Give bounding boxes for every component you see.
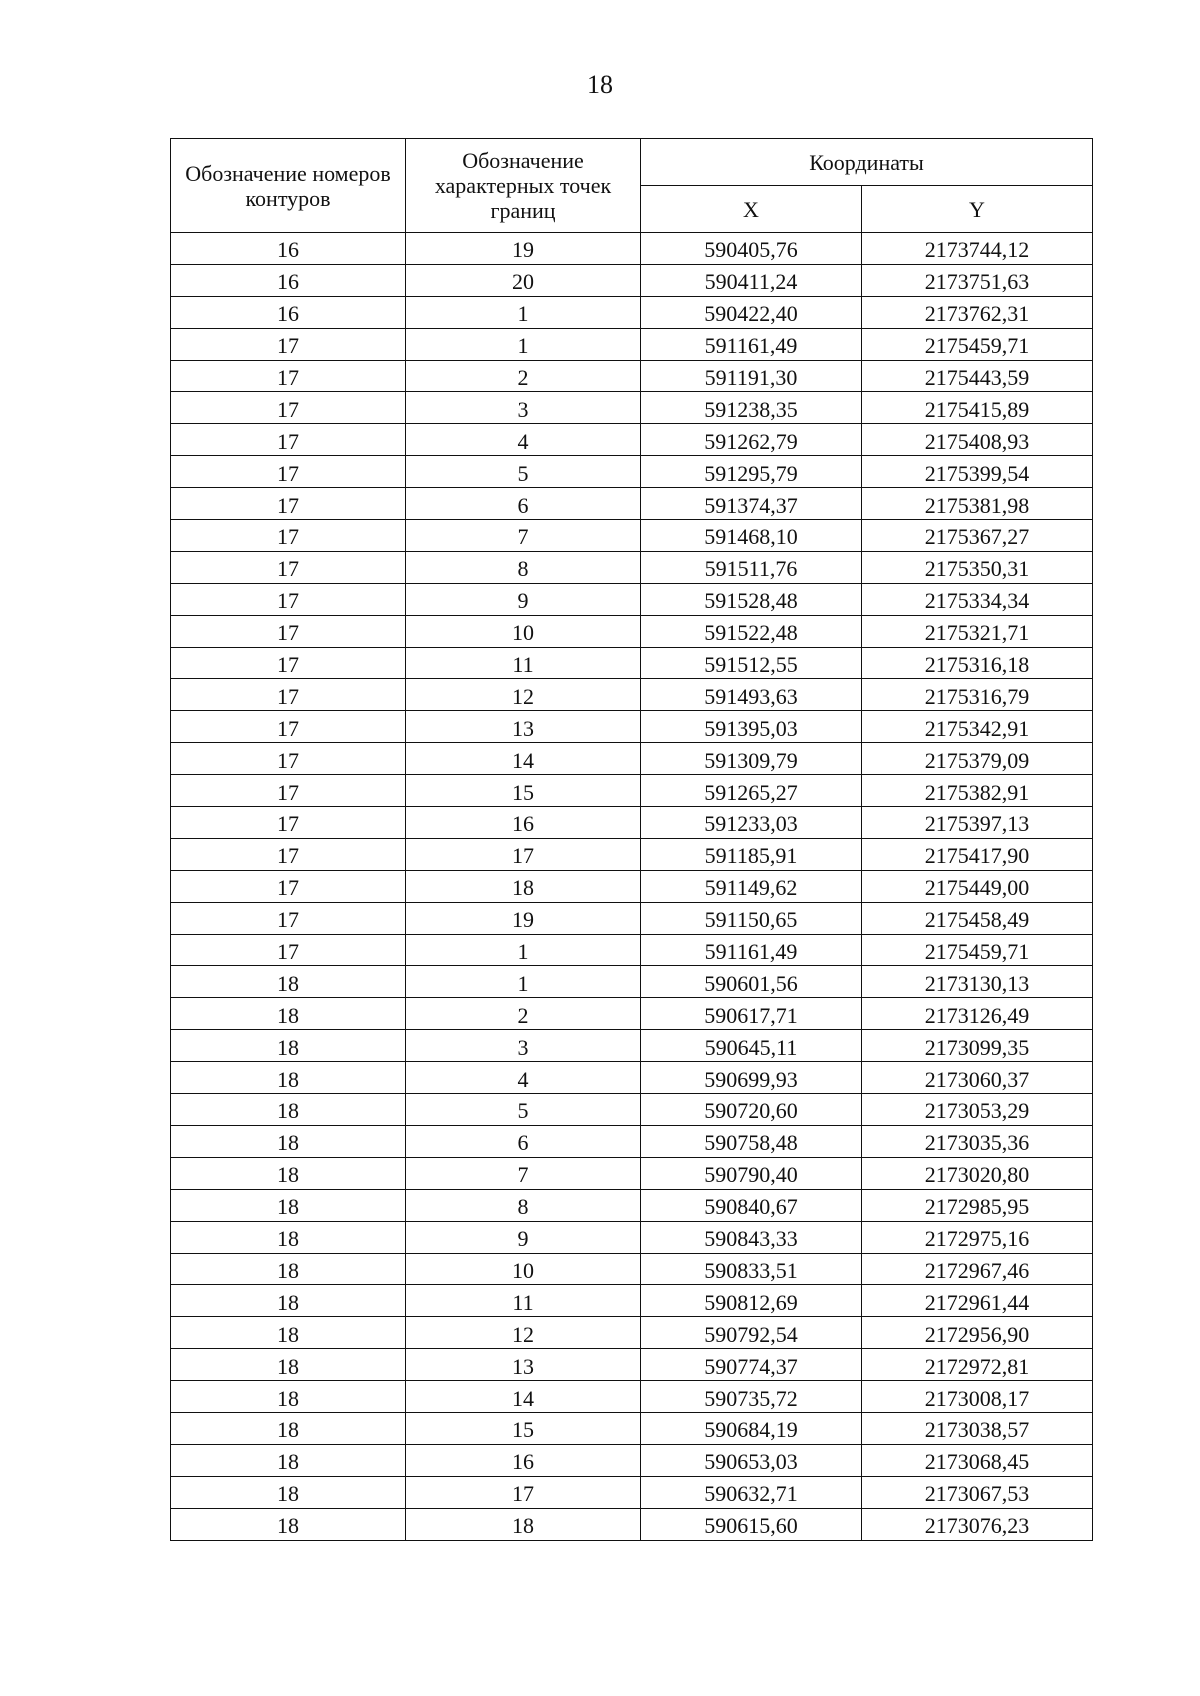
cell-x: 590812,69	[641, 1285, 862, 1317]
table-row	[171, 1157, 1093, 1189]
cell-y: 2173751,63	[862, 264, 1093, 296]
cell-point: 19	[406, 233, 641, 265]
cell-y: 2175408,93	[862, 424, 1093, 456]
cell-x: 590411,24	[641, 264, 862, 296]
cell-y: 2173060,37	[862, 1062, 1093, 1094]
cell-point: 5	[406, 1094, 641, 1126]
table-row	[171, 328, 1093, 360]
table-row	[171, 1349, 1093, 1381]
cell-contour: 17	[171, 551, 406, 583]
cell-y: 2175334,34	[862, 583, 1093, 615]
cell-x: 591191,30	[641, 360, 862, 392]
cell-contour: 17	[171, 583, 406, 615]
table-row	[171, 902, 1093, 934]
cell-x: 591395,03	[641, 711, 862, 743]
table-row	[171, 870, 1093, 902]
cell-contour: 18	[171, 1253, 406, 1285]
table-row	[171, 456, 1093, 488]
cell-y: 2175397,13	[862, 807, 1093, 839]
cell-y: 2175321,71	[862, 615, 1093, 647]
table-row	[171, 520, 1093, 552]
cell-point: 15	[406, 775, 641, 807]
cell-point: 7	[406, 520, 641, 552]
cell-point: 15	[406, 1412, 641, 1444]
cell-y: 2173008,17	[862, 1381, 1093, 1413]
cell-y: 2173126,49	[862, 998, 1093, 1030]
cell-point: 2	[406, 360, 641, 392]
cell-point: 1	[406, 966, 641, 998]
header-contour-number: Обозначение номеров контуров	[171, 139, 406, 233]
cell-point: 13	[406, 1349, 641, 1381]
cell-point: 20	[406, 264, 641, 296]
table-row	[171, 1094, 1093, 1126]
cell-contour: 18	[171, 1125, 406, 1157]
table-row	[171, 1062, 1093, 1094]
table-row	[171, 711, 1093, 743]
cell-contour: 17	[171, 488, 406, 520]
cell-y: 2175367,27	[862, 520, 1093, 552]
cell-contour: 17	[171, 328, 406, 360]
cell-contour: 17	[171, 838, 406, 870]
cell-x: 591295,79	[641, 456, 862, 488]
cell-x: 591309,79	[641, 743, 862, 775]
cell-point: 9	[406, 1221, 641, 1253]
table-row	[171, 1444, 1093, 1476]
table-row	[171, 392, 1093, 424]
cell-contour: 17	[171, 456, 406, 488]
cell-x: 590792,54	[641, 1317, 862, 1349]
cell-contour: 17	[171, 870, 406, 902]
table-row	[171, 1381, 1093, 1413]
cell-y: 2173076,23	[862, 1508, 1093, 1540]
cell-x: 590684,19	[641, 1412, 862, 1444]
table-row	[171, 807, 1093, 839]
cell-point: 12	[406, 679, 641, 711]
cell-y: 2175399,54	[862, 456, 1093, 488]
table-row	[171, 488, 1093, 520]
cell-y: 2172961,44	[862, 1285, 1093, 1317]
cell-contour: 17	[171, 424, 406, 456]
cell-point: 13	[406, 711, 641, 743]
cell-contour: 18	[171, 1157, 406, 1189]
cell-point: 2	[406, 998, 641, 1030]
table-row	[171, 934, 1093, 966]
cell-point: 10	[406, 615, 641, 647]
cell-point: 1	[406, 934, 641, 966]
cell-y: 2173068,45	[862, 1444, 1093, 1476]
header-point-number: Обозначение характерных точек границ	[406, 139, 641, 233]
cell-y: 2173035,36	[862, 1125, 1093, 1157]
cell-point: 14	[406, 743, 641, 775]
cell-x: 590758,48	[641, 1125, 862, 1157]
cell-point: 7	[406, 1157, 641, 1189]
cell-y: 2173038,57	[862, 1412, 1093, 1444]
cell-point: 4	[406, 1062, 641, 1094]
cell-contour: 18	[171, 1508, 406, 1540]
cell-contour: 18	[171, 1381, 406, 1413]
cell-contour: 17	[171, 615, 406, 647]
table-row	[171, 679, 1093, 711]
table-row	[171, 838, 1093, 870]
cell-point: 1	[406, 296, 641, 328]
cell-x: 591150,65	[641, 902, 862, 934]
table-row	[171, 296, 1093, 328]
cell-point: 5	[406, 456, 641, 488]
cell-y: 2173020,80	[862, 1157, 1093, 1189]
header-x: X	[641, 186, 862, 233]
header-y: Y	[862, 186, 1093, 233]
cell-x: 590699,93	[641, 1062, 862, 1094]
cell-contour: 18	[171, 998, 406, 1030]
cell-point: 16	[406, 1444, 641, 1476]
cell-y: 2175443,59	[862, 360, 1093, 392]
cell-contour: 17	[171, 392, 406, 424]
cell-contour: 17	[171, 902, 406, 934]
cell-x: 590615,60	[641, 1508, 862, 1540]
cell-contour: 18	[171, 1030, 406, 1062]
cell-contour: 18	[171, 1285, 406, 1317]
cell-y: 2175342,91	[862, 711, 1093, 743]
cell-x: 590422,40	[641, 296, 862, 328]
cell-y: 2172975,16	[862, 1221, 1093, 1253]
table-row	[171, 1221, 1093, 1253]
cell-x: 591511,76	[641, 551, 862, 583]
cell-contour: 16	[171, 233, 406, 265]
cell-contour: 18	[171, 1412, 406, 1444]
table-row	[171, 998, 1093, 1030]
cell-contour: 16	[171, 264, 406, 296]
cell-y: 2172956,90	[862, 1317, 1093, 1349]
cell-point: 12	[406, 1317, 641, 1349]
table-row	[171, 360, 1093, 392]
cell-contour: 18	[171, 1062, 406, 1094]
cell-point: 17	[406, 1476, 641, 1508]
cell-x: 590843,33	[641, 1221, 862, 1253]
cell-point: 10	[406, 1253, 641, 1285]
cell-y: 2173053,29	[862, 1094, 1093, 1126]
cell-point: 16	[406, 807, 641, 839]
cell-y: 2175316,18	[862, 647, 1093, 679]
cell-contour: 17	[171, 934, 406, 966]
table-row	[171, 615, 1093, 647]
cell-x: 590601,56	[641, 966, 862, 998]
cell-y: 2175316,79	[862, 679, 1093, 711]
cell-contour: 18	[171, 1349, 406, 1381]
cell-contour: 17	[171, 775, 406, 807]
cell-y: 2175415,89	[862, 392, 1093, 424]
cell-contour: 18	[171, 1094, 406, 1126]
cell-x: 591522,48	[641, 615, 862, 647]
cell-y: 2173130,13	[862, 966, 1093, 998]
cell-x: 590720,60	[641, 1094, 862, 1126]
cell-x: 591238,35	[641, 392, 862, 424]
cell-point: 6	[406, 488, 641, 520]
table-row	[171, 1125, 1093, 1157]
cell-contour: 17	[171, 807, 406, 839]
cell-y: 2175381,98	[862, 488, 1093, 520]
header-coordinates: Координаты	[641, 139, 1093, 186]
table-row	[171, 1189, 1093, 1221]
cell-point: 18	[406, 1508, 641, 1540]
table-row	[171, 233, 1093, 265]
table-row	[171, 1285, 1093, 1317]
cell-y: 2175379,09	[862, 743, 1093, 775]
cell-x: 590645,11	[641, 1030, 862, 1062]
cell-point: 11	[406, 647, 641, 679]
table-row	[171, 1317, 1093, 1349]
cell-y: 2172985,95	[862, 1189, 1093, 1221]
cell-x: 590653,03	[641, 1444, 862, 1476]
cell-contour: 18	[171, 1189, 406, 1221]
cell-x: 591468,10	[641, 520, 862, 552]
cell-contour: 18	[171, 1317, 406, 1349]
table-header	[171, 139, 1093, 233]
table-row	[171, 1030, 1093, 1062]
cell-x: 591149,62	[641, 870, 862, 902]
table-row	[171, 424, 1093, 456]
cell-y: 2173744,12	[862, 233, 1093, 265]
cell-contour: 17	[171, 360, 406, 392]
cell-point: 8	[406, 1189, 641, 1221]
table-row	[171, 551, 1093, 583]
cell-point: 6	[406, 1125, 641, 1157]
cell-y: 2175382,91	[862, 775, 1093, 807]
cell-x: 590632,71	[641, 1476, 862, 1508]
cell-x: 590774,37	[641, 1349, 862, 1381]
cell-y: 2175459,71	[862, 328, 1093, 360]
coordinates-table	[170, 138, 1093, 1541]
cell-x: 591374,37	[641, 488, 862, 520]
cell-y: 2173099,35	[862, 1030, 1093, 1062]
cell-point: 9	[406, 583, 641, 615]
table-row	[171, 1508, 1093, 1540]
table-row	[171, 966, 1093, 998]
table-row	[171, 743, 1093, 775]
cell-point: 4	[406, 424, 641, 456]
table-row	[171, 1412, 1093, 1444]
table-row	[171, 647, 1093, 679]
cell-contour: 17	[171, 520, 406, 552]
cell-x: 590735,72	[641, 1381, 862, 1413]
cell-contour: 18	[171, 1476, 406, 1508]
cell-x: 590405,76	[641, 233, 862, 265]
cell-y: 2175449,00	[862, 870, 1093, 902]
cell-point: 18	[406, 870, 641, 902]
cell-x: 590617,71	[641, 998, 862, 1030]
cell-contour: 18	[171, 1444, 406, 1476]
cell-point: 3	[406, 1030, 641, 1062]
cell-point: 11	[406, 1285, 641, 1317]
table-row	[171, 264, 1093, 296]
cell-x: 591185,91	[641, 838, 862, 870]
cell-x: 591493,63	[641, 679, 862, 711]
cell-x: 591528,48	[641, 583, 862, 615]
cell-point: 1	[406, 328, 641, 360]
cell-point: 19	[406, 902, 641, 934]
cell-contour: 17	[171, 679, 406, 711]
cell-x: 590790,40	[641, 1157, 862, 1189]
cell-x: 591161,49	[641, 934, 862, 966]
cell-point: 3	[406, 392, 641, 424]
cell-y: 2175417,90	[862, 838, 1093, 870]
cell-point: 8	[406, 551, 641, 583]
cell-contour: 18	[171, 1221, 406, 1253]
cell-contour: 16	[171, 296, 406, 328]
cell-x: 591233,03	[641, 807, 862, 839]
cell-y: 2175350,31	[862, 551, 1093, 583]
cell-y: 2173762,31	[862, 296, 1093, 328]
cell-x: 591265,27	[641, 775, 862, 807]
cell-x: 591161,49	[641, 328, 862, 360]
page-number: 18	[587, 70, 613, 99]
cell-x: 590840,67	[641, 1189, 862, 1221]
table-row	[171, 1476, 1093, 1508]
table-body	[171, 233, 1093, 1541]
cell-y: 2172967,46	[862, 1253, 1093, 1285]
cell-x: 591262,79	[641, 424, 862, 456]
cell-contour: 18	[171, 966, 406, 998]
cell-x: 590833,51	[641, 1253, 862, 1285]
cell-contour: 17	[171, 647, 406, 679]
cell-y: 2175458,49	[862, 902, 1093, 934]
cell-y: 2173067,53	[862, 1476, 1093, 1508]
table-row	[171, 775, 1093, 807]
cell-point: 17	[406, 838, 641, 870]
cell-contour: 17	[171, 743, 406, 775]
cell-point: 14	[406, 1381, 641, 1413]
table-row	[171, 583, 1093, 615]
cell-y: 2175459,71	[862, 934, 1093, 966]
cell-contour: 17	[171, 711, 406, 743]
cell-y: 2172972,81	[862, 1349, 1093, 1381]
cell-x: 591512,55	[641, 647, 862, 679]
table-row	[171, 1253, 1093, 1285]
